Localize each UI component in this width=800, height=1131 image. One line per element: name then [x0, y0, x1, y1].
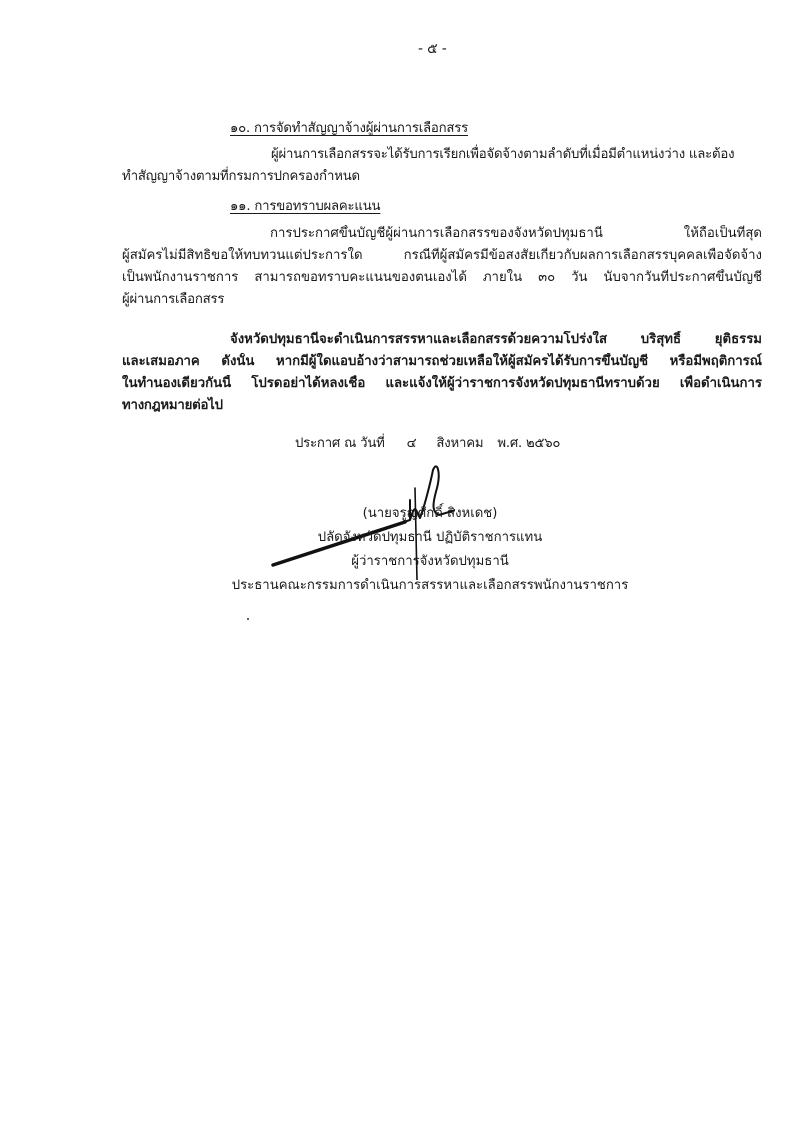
- section-11-line-3: เป็นพนักงานราชการ สามารถขอทราบคะแนนของตนเองได้ ภายใน ๓๐ วัน นับจากวันที่ประกาศขึ้นบัญชี: [122, 270, 762, 285]
- section-11-line-4: ผู้ผ่านการเลือกสรร: [122, 292, 225, 307]
- stray-mark: [247, 618, 249, 620]
- section-10-line-1: ผู้ผ่านการเลือกสรรจะได้รับการเรียกเพื่อจัดจ้างตามลำดับที่เมื่อมีตำแหน่งว่าง และต้อง: [271, 147, 735, 162]
- announcement-prefix: ประกาศ ณ วันที่: [295, 436, 385, 451]
- notice-line-2: และเสมอภาค ดังนั้น หากมีผู้ใดแอบอ้างว่าสามารถช่วยเหลือให้ผู้สมัครได้รับการขึ้นบัญชี หรือมีพฤติการณ์: [122, 354, 762, 369]
- signatory-title-3: ประธานคณะกรรมการดำเนินการสรรหาและเลือกสรรพนักงานราชการ: [231, 578, 629, 593]
- announcement-day: ๔: [406, 436, 417, 451]
- signatory-name: (นายจรูญศักดิ์ สิงหเดช): [362, 506, 498, 521]
- section-10-heading: ๑๐. การจัดทำสัญญาจ้างผู้ผ่านการเลือกสรร: [230, 121, 469, 136]
- announcement-year: พ.ศ. ๒๕๖๐: [497, 436, 561, 451]
- section-11-line-1: การประกาศขึ้นบัญชีผู้ผ่านการเลือกสรรของจังหวัดปทุมธานี ให้ถือเป็นที่สุด: [270, 226, 762, 241]
- signatory-title-2: ผู้ว่าราชการจังหวัดปทุมธานี: [351, 554, 509, 569]
- notice-line-1: จังหวัดปทุมธานีจะดำเนินการสรรหาและเลือกสรรด้วยความโปร่งใส บริสุทธิ์ ยุติธรรม: [230, 332, 762, 347]
- section-11-line-2: ผู้สมัครไม่มีสิทธิขอให้ทบทวนแต่ประการใด กรณีที่ผู้สมัครมีข้อสงสัยเกี่ยวกับผลการเลือกสรรบุคคลเพื่อจัดจ้าง: [122, 248, 762, 263]
- page-number: - ๕ -: [418, 41, 447, 57]
- announcement-month: สิงหาคม: [436, 436, 484, 451]
- notice-line-3: ในทำนองเดียวกันนี้ โปรดอย่าได้หลงเชื่อ และแจ้งให้ผู้ว่าราชการจังหวัดปทุมธานีทราบด้วย เพื่อดำเนินการ: [122, 376, 762, 391]
- signatory-title-1: ปลัดจังหวัดปทุมธานี ปฏิบัติราชการแทน: [317, 530, 543, 545]
- announcement-date: [295, 435, 560, 453]
- section-11-heading: ๑๑. การขอทราบผลคะแนน: [230, 199, 381, 214]
- notice-line-4: ทางกฎหมายต่อไป: [122, 398, 223, 413]
- section-10-line-2: ทำสัญญาจ้างตามที่กรมการปกครองกำหนด: [122, 169, 360, 184]
